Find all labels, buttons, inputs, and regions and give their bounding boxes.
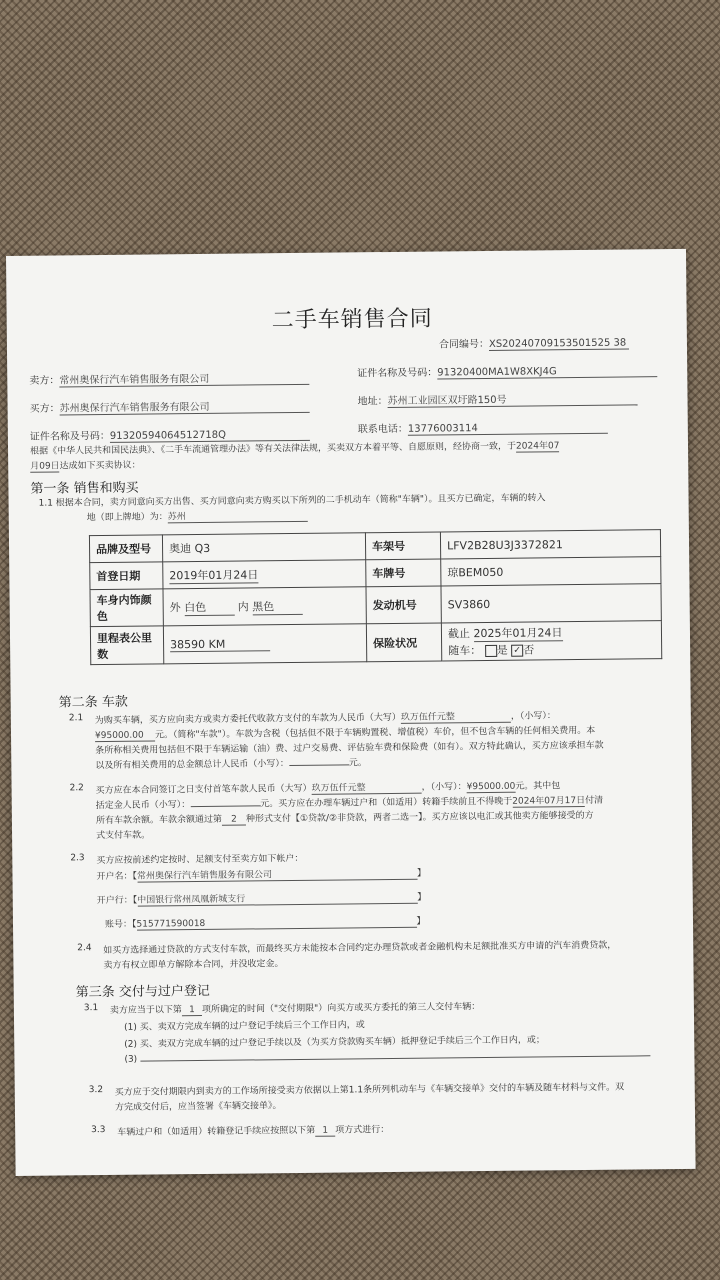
clause-2-2-way: 2	[222, 815, 246, 826]
insurance-transfer-label: 随车：	[448, 644, 482, 658]
register-city: 苏州	[168, 508, 308, 523]
color-in-label: 内	[237, 599, 249, 614]
seller-id-row	[357, 361, 657, 380]
insurance-label: 保险状况	[366, 623, 441, 662]
account-bank-label: 开户行：	[96, 895, 133, 907]
contract-paper	[6, 249, 696, 1176]
clause-2-1-text1: 为购买车辆，买方应向卖方或卖方委托代收款方支付的车款为人民币（大写）	[94, 712, 401, 727]
account-name-value: 常州奥保行汽车销售服务有限公司	[137, 866, 417, 883]
color-in-value: 黑色	[252, 597, 302, 615]
clause-2-1-text1b: ，（小写）：	[510, 711, 556, 722]
section2-title: 第二条 车款	[58, 694, 128, 711]
insurance-value	[441, 621, 661, 661]
clause-2-2-text2b: 元。买方应在办理车辆过户和（如适用）转籍手续前且不得晚于	[260, 796, 513, 810]
account-bank-row: 开户行：【中国银行常州凤凰新城支行 】	[97, 890, 427, 907]
yes-checkbox[interactable]	[485, 645, 497, 657]
clause-3-1-item: 1	[182, 1005, 202, 1016]
clause-2-4-no: 2.4	[77, 943, 92, 954]
clause-1-1-line2	[87, 508, 308, 524]
clause-3-2-line1: 买方应于交付期限内到卖方的工作场所接受卖方依据以上第1.1条所列机动车与《车辆交接单》交付的车辆及随车材料与文件。双	[114, 1082, 625, 1098]
brand-label: 品牌及型号	[89, 535, 162, 563]
document-title: 二手车销售合同	[271, 306, 433, 334]
clause-2-2-amount-num: ¥95000.00	[466, 781, 516, 793]
clause-2-1-line3: 条所称相关费用包括但不限于车辆运输（油）费、过户交易费、评估验车费和保险费（如有）。双方特此确认，买方应该承担车款	[95, 740, 604, 757]
buyer-address-row	[357, 389, 637, 408]
clause-3-1-option2: (2) 买、卖双方完成车辆的过户登记手续以及（为买方贷款购买车辆）抵押登记手续后三个工作日内，或；	[124, 1035, 545, 1050]
clause-2-4-line1: 如买方选择通过贷款的方式支付车款，而最终买方未能按本合同约定办理贷款或者金融机构未足额批准买方申请的汽车消费贷款，	[103, 940, 617, 957]
clause-2-2-text1: 买方应在本合同签订之日支付首笔车款人民币（大写）	[95, 783, 312, 797]
clause-2-1-line4	[95, 755, 367, 771]
section1-title: 第一条 销售和购买	[30, 480, 139, 497]
clause-2-2-amount-cn: 玖万伍仟元整	[312, 780, 422, 795]
phone-label: 联系电话：	[357, 423, 408, 436]
clause-3-1-line1	[110, 999, 480, 1017]
color-out-value: 白色	[184, 598, 234, 616]
plate-label: 车牌号	[366, 559, 441, 587]
mileage-text: 38590 KM	[170, 637, 270, 652]
reg-date-label: 首登日期	[90, 562, 163, 590]
contract-number-value: XS20240709153501525 38	[489, 337, 629, 350]
account-number-value: 515771590018	[136, 917, 416, 931]
insurance-until-label: 截止	[447, 627, 471, 641]
clause-2-2-no: 2.2	[69, 783, 84, 794]
clause-3-3-item: 1	[315, 1126, 335, 1137]
clause-2-2-text2: 括定金人民币（小写）：	[95, 800, 191, 812]
seller-id-value: 91320400MA1W8XKJ4G	[437, 365, 657, 379]
clause-2-2-text2c: 付清	[585, 795, 604, 806]
clause-2-1-text4: 以及所有相关费用的总金额总计人民币（小写）：	[95, 759, 289, 772]
clause-2-1-text4b: 元。	[348, 758, 367, 769]
clause-3-3-no: 3.3	[91, 1125, 106, 1136]
plate-value: 琼BEM050	[441, 557, 661, 586]
preamble-line2	[30, 458, 141, 473]
clause-1-1-text: 1.1 根据本合同，卖方同意向买方出售、买方同意向卖方购买以下所列的二手机动车（简称"车辆"）。且买方已确定，车辆的转入	[38, 493, 546, 509]
clause-3-3-line1	[117, 1122, 389, 1139]
clause-3-1-no: 3.1	[83, 1003, 99, 1014]
clause-3-1-option3-label: (3)	[124, 1054, 138, 1065]
clause-1-1-text2: 地（即上牌地）为：	[86, 512, 168, 524]
reg-date-text: 2019年01月24日	[169, 567, 259, 582]
clause-3-1-text1: 卖方应当于以下第	[109, 1005, 182, 1016]
seller-value: 常州奥保行汽车销售服务有限公司	[59, 369, 309, 388]
clause-3-1-option1: (1) 买、卖双方完成车辆的过户登记手续后三个工作日内，或	[124, 1020, 365, 1033]
mileage-label: 里程表公里数	[90, 626, 163, 665]
buyer-label: 买方：	[29, 403, 60, 415]
clause-3-2-line2: 方完成交付后，应当签署《车辆交接单》。	[114, 1101, 282, 1113]
insurance-transfer-row	[448, 640, 655, 658]
address-label: 地址：	[357, 396, 388, 408]
seller-id-label: 证件名称及号码：	[357, 367, 438, 380]
clause-2-3-no: 2.3	[70, 853, 85, 864]
vin-label: 车架号	[365, 532, 440, 560]
preamble-date-part2: 月09日	[30, 458, 60, 472]
address-value: 苏州工业园区双圩路150号	[387, 389, 637, 408]
table-row	[90, 584, 661, 627]
buyer-id-label: 证件名称及号码：	[29, 430, 110, 443]
clause-3-2-no: 3.2	[88, 1085, 104, 1096]
clause-2-1-no: 2.1	[68, 713, 84, 724]
contract-number	[439, 333, 629, 351]
engine-label: 发动机号	[366, 586, 441, 624]
insurance-until-value: 2025年01月24日	[473, 626, 563, 641]
vin-value: LFV2B28U3J3372821	[440, 530, 660, 559]
clause-3-1-option3	[124, 1049, 650, 1065]
clause-2-1-amount-cn: 玖万伍仟元整	[401, 709, 511, 724]
color-label: 车身内饰颜色	[90, 589, 163, 627]
engine-value: SV3860	[441, 584, 661, 623]
clause-3-3-text1: 车辆过户和（如适用）转籍登记手续应按照以下第	[117, 1125, 316, 1138]
seller-label: 卖方：	[29, 375, 60, 387]
insurance-until-row	[448, 623, 655, 642]
clause-2-2-text1c: 元。其中包	[515, 781, 561, 792]
section3-title: 第三条 交付与过户登记	[75, 983, 210, 1001]
color-value	[163, 587, 366, 626]
no-checkbox[interactable]: ✓	[511, 645, 523, 657]
brand-value: 奥迪 Q3	[162, 533, 365, 562]
account-number-row: 账号：【515771590018 】	[104, 916, 426, 930]
account-bank-value: 中国银行常州凤凰新城支行	[137, 890, 417, 907]
clause-3-3-text1b: 项方式进行：	[335, 1125, 390, 1136]
preamble-date-part1: 2024年07	[516, 438, 560, 452]
mileage-value	[163, 624, 366, 664]
no-label: 否	[523, 643, 535, 657]
clause-2-1-amount-num: ¥95000.00	[95, 730, 155, 742]
phone-value: 13776003114	[408, 422, 608, 436]
clause-2-3-line1: 买方应按前述约定按时、足额支付至卖方如下帐户：	[96, 853, 304, 867]
table-row	[90, 621, 661, 665]
account-name-label: 开户名：	[96, 871, 133, 883]
seller-row	[29, 369, 309, 388]
clause-2-2-text3b: 种形式支付【①贷款/②非贷款，两者二选一】。买方应该以电汇或其他卖方能够接受的方	[245, 810, 594, 825]
clause-2-2-text1b: ，（小写）：	[421, 782, 467, 793]
account-number-label: 账号：	[104, 919, 133, 930]
account-name-row: 开户名：【常州奥保行汽车销售服务有限公司 】	[96, 866, 426, 883]
clause-2-2-text3: 所有车款余额。车款余额通过第	[95, 814, 222, 827]
preamble-text2: 达成如下买卖协议：	[59, 460, 141, 472]
contract-number-label: 合同编号：	[438, 338, 490, 351]
clause-2-2-date: 2024年07月17日	[512, 793, 585, 808]
reg-date-value	[163, 560, 366, 589]
buyer-value: 苏州奥保行汽车销售服务有限公司	[60, 397, 310, 416]
clause-2-1-text2: 元。（简称"车款"）。车款为含税（包括但不限于车辆购置税、增值税）车价，但不包含车辆的任何相关费用。本	[154, 725, 596, 741]
buyer-id-value: 91320594064512718Q	[110, 429, 310, 443]
yes-label: 是	[496, 643, 508, 657]
phone-row	[358, 418, 608, 437]
buyer-row	[30, 397, 310, 416]
vehicle-info-table	[89, 529, 662, 665]
clause-2-4-line2: 卖方有权立即单方解除本合同，并没收定金。	[103, 959, 284, 972]
color-out-label: 外	[169, 600, 181, 614]
clause-3-1-text1b: 项所确定的时间（"交付期限"）向买方或买方委托的第三人交付车辆：	[201, 1002, 481, 1015]
preamble-text: 根据《中华人民共和国民法典》、《二手车流通管理办法》等有关法律法规，买卖双方本着平等、自愿原则，经协商一致，于	[29, 441, 517, 457]
clause-2-2-line4: 式支付车款。	[96, 830, 151, 842]
